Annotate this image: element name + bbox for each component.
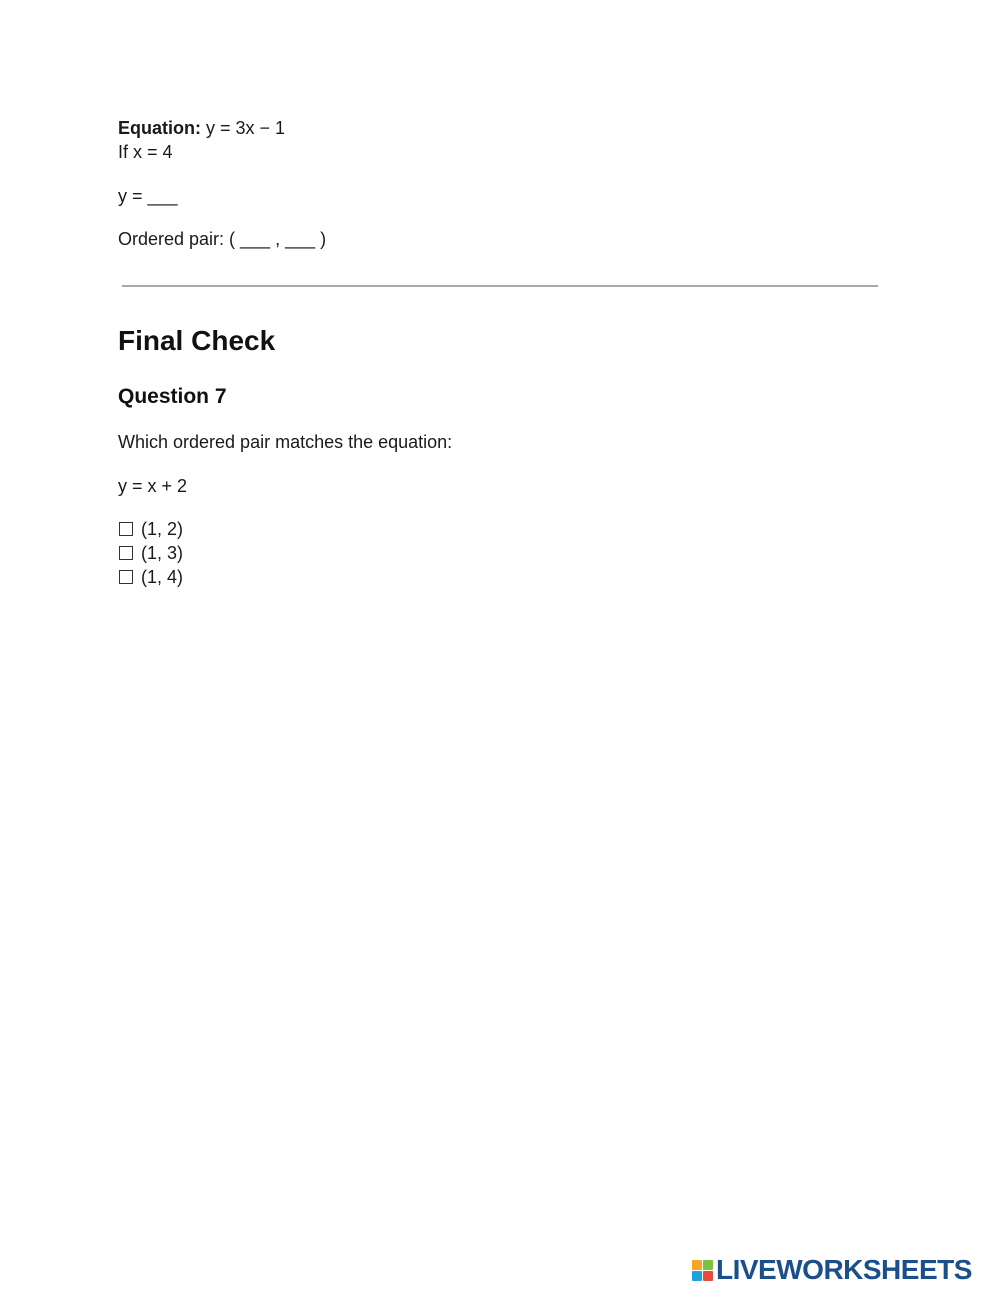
logo-blocks-icon [692,1260,713,1281]
section-title: Final Check [118,325,276,356]
question-equation: y = x + 2 [118,476,188,496]
checkbox-icon[interactable] [119,546,133,560]
logo-text: LIVEWORKSHEETS [716,1254,972,1285]
ordered-pair-blank[interactable]: Ordered pair: ( ___ , ___ ) [118,229,327,249]
option-1[interactable] [118,517,183,541]
equation-line [118,116,285,140]
checkbox-icon[interactable] [119,570,133,584]
checkbox-icon[interactable] [119,522,133,536]
section-divider [122,285,878,287]
option-label: (1, 2) [141,519,184,539]
equation-value: y = 3x − 1 [206,118,286,138]
question-title: Question 7 [118,385,227,408]
liveworksheets-logo [692,1255,972,1285]
question-prompt: Which ordered pair matches the equation: [118,432,453,452]
option-3[interactable] [118,565,183,589]
y-answer-blank[interactable]: y = ___ [118,186,178,206]
option-label: (1, 4) [141,567,184,587]
answer-options [118,517,183,589]
equation-label: Equation: [118,118,201,138]
given-value: If x = 4 [118,142,173,162]
option-2[interactable] [118,541,183,565]
option-label: (1, 3) [141,543,184,563]
